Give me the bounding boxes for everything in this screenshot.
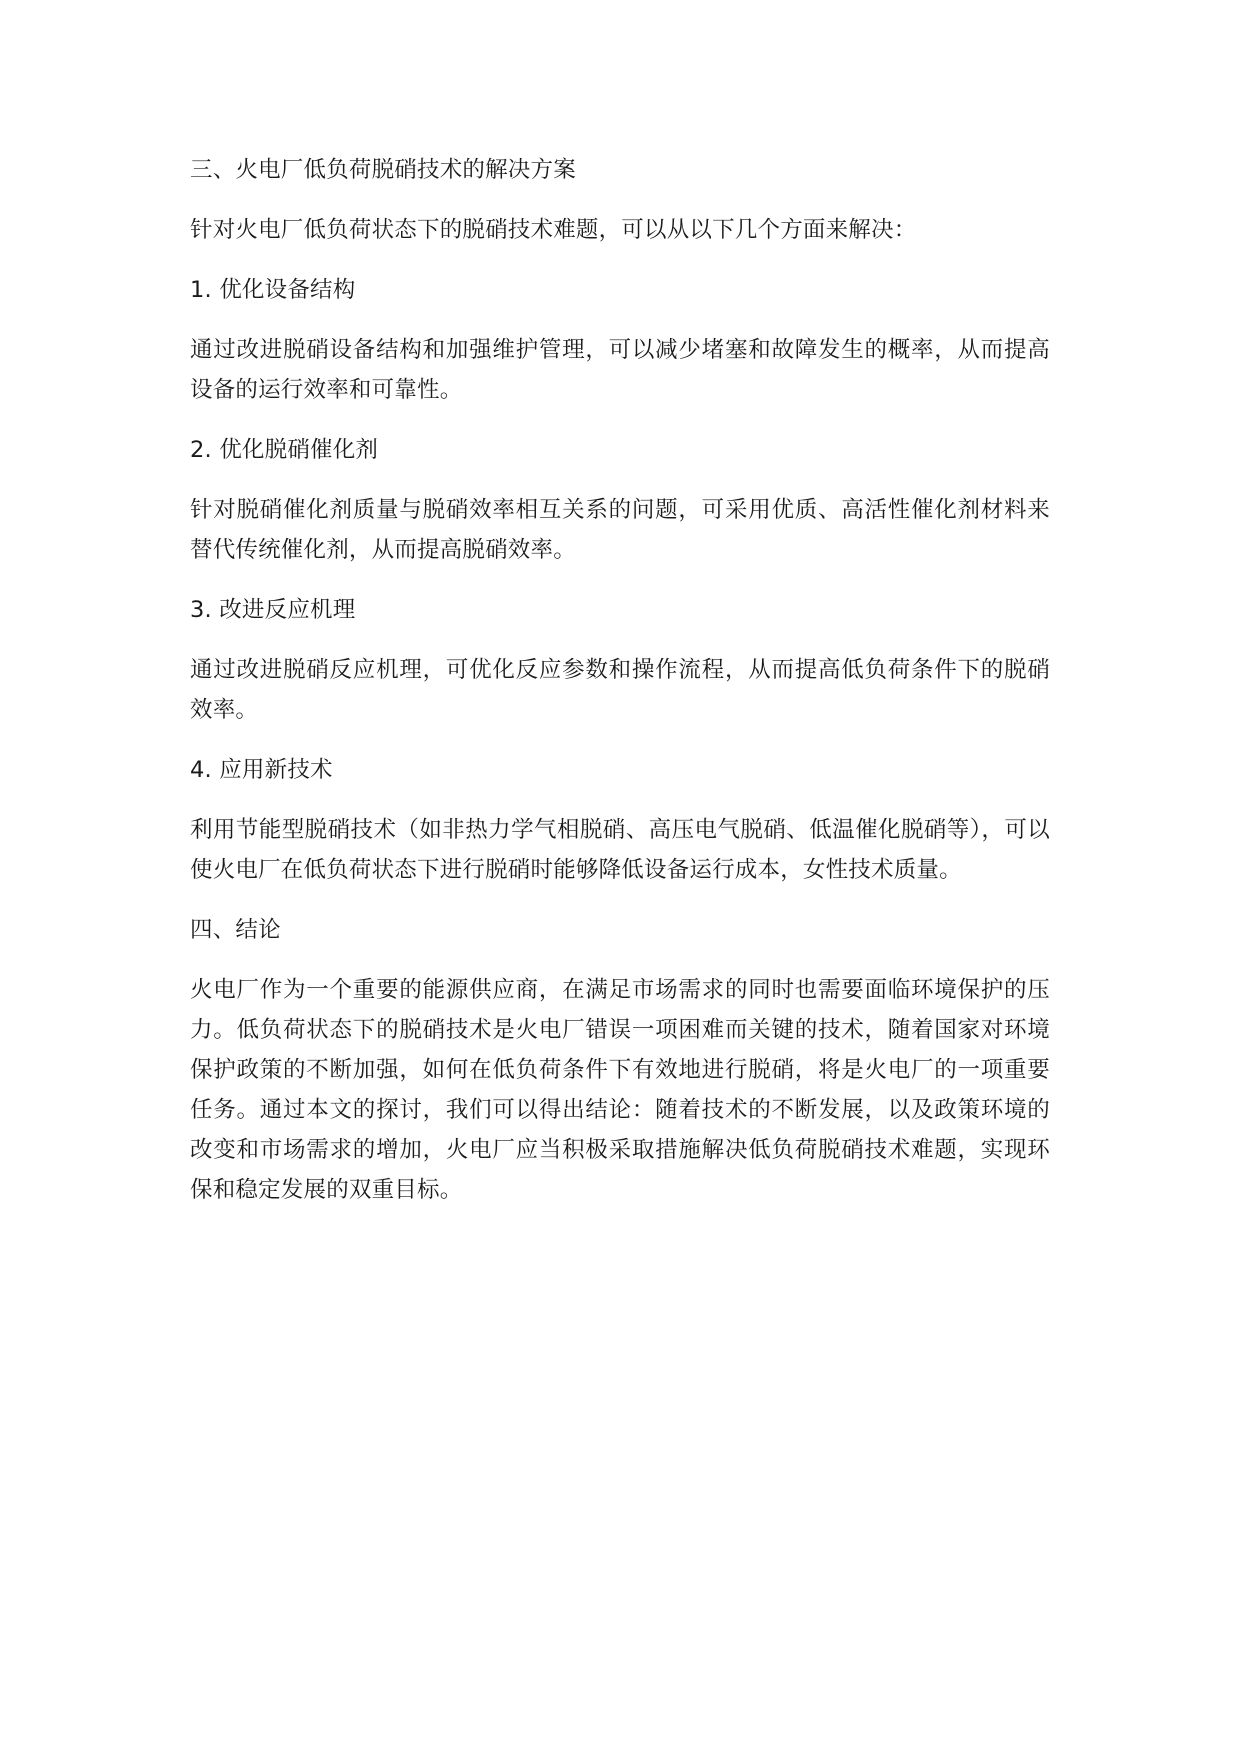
- subheading-1: 1. 优化设备结构: [190, 277, 356, 303]
- paragraph-4: 利用节能型脱硝技术（如非热力学气相脱硝、高压电气脱硝、低温催化脱硝等），可以使火电厂在低负荷状态下进行脱硝时能够降低设备运行成本，女性技术质量。: [190, 817, 1050, 883]
- paragraph-3: 通过改进脱硝反应机理，可优化反应参数和操作流程，从而提高低负荷条件下的脱硝效率。: [190, 657, 1050, 723]
- subheading-2: 2. 优化脱硝催化剂: [190, 437, 379, 463]
- section-heading-conclusion: 四、结论: [190, 917, 281, 943]
- paragraph-2: 针对脱硝催化剂质量与脱硝效率相互关系的问题，可采用优质、高活性催化剂材料来替代传统催化剂，从而提高脱硝效率。: [190, 497, 1050, 563]
- document-page: [190, 150, 1050, 1230]
- paragraph-1: 通过改进脱硝设备结构和加强维护管理，可以减少堵塞和故障发生的概率，从而提高设备的运行效率和可靠性。: [190, 337, 1050, 403]
- paragraph-intro: 针对火电厂低负荷状态下的脱硝技术难题，可以从以下几个方面来解决：: [190, 217, 917, 243]
- paragraph-conclusion: 火电厂作为一个重要的能源供应商，在满足市场需求的同时也需要面临环境保护的压力。低负荷状态下的脱硝技术是火电厂错误一项困难而关键的技术，随着国家对环境保护政策的不断加强，如何在低负荷条件下有效地进行脱硝，将是火电厂的一项重要任务。通过本文的探讨，我们可以得出结论：随着技术的不断发展，以及政策环境的改变和市场需求的增加，火电厂应当积极采取措施解决低负荷脱硝技术难题，实现环保和稳定发展的双重目标。: [190, 977, 1050, 1203]
- subheading-3: 3. 改进反应机理: [190, 597, 356, 623]
- section-heading-solutions: 三、火电厂低负荷脱硝技术的解决方案: [190, 157, 576, 183]
- subheading-4: 4. 应用新技术: [190, 757, 333, 783]
